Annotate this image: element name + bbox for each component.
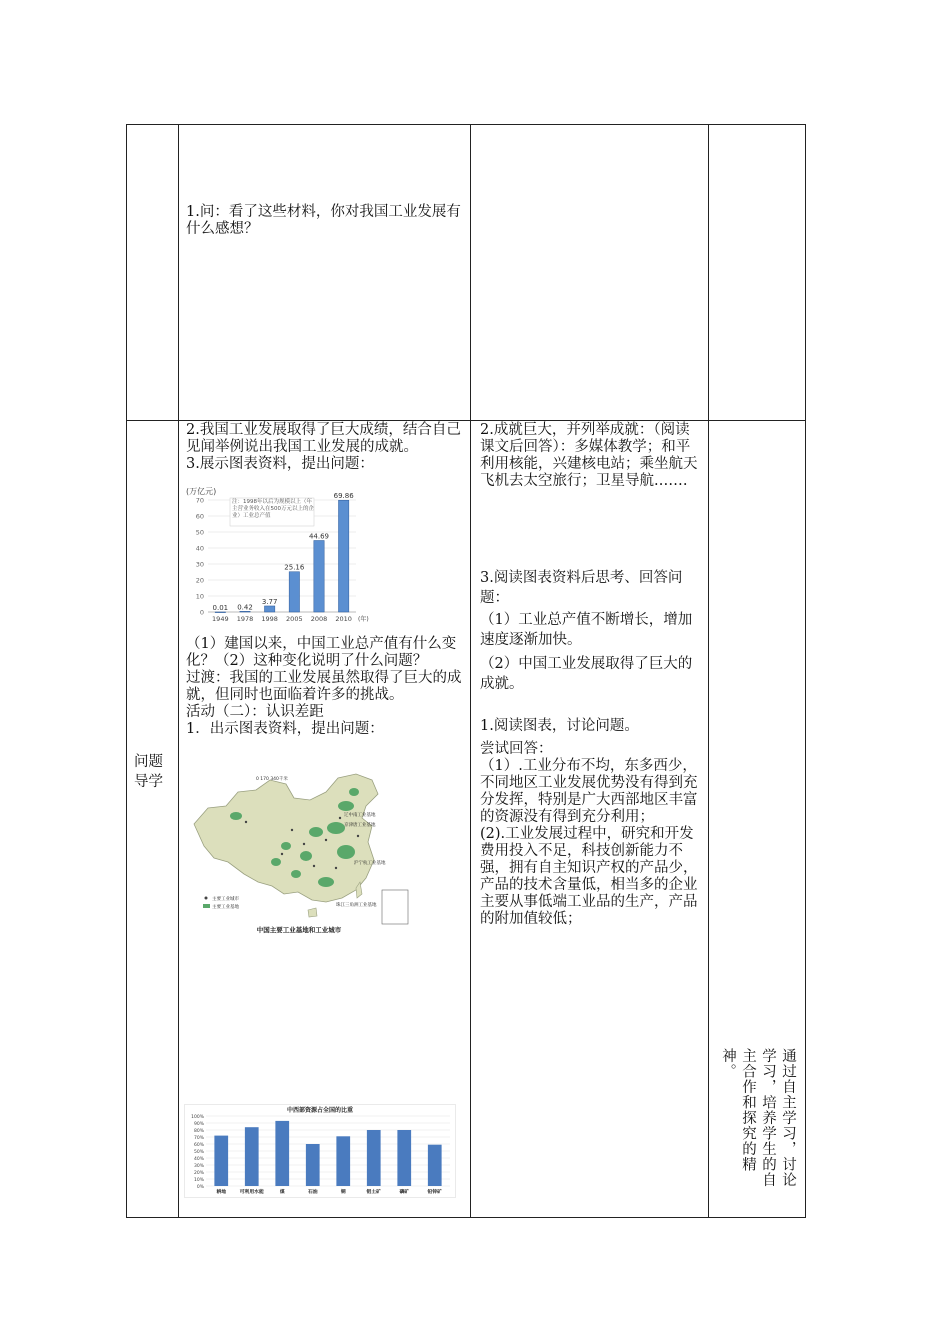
chart2-x-tick: 铅锌矿 (427, 1190, 442, 1195)
legend-city-label: 主要工业城市 (212, 897, 239, 902)
chart1-x-tick: 1949 (212, 615, 229, 623)
chart2-bar (214, 1136, 228, 1186)
chart1-note: 注：1998年以后为规模以上（年主营业务收入在500万元以上的企业）工业总产值 (232, 499, 314, 519)
chart1-y-tick: 50 (195, 528, 204, 537)
student-a5: 1.阅读图表，讨论问题。 (480, 718, 639, 734)
chart2-bar (306, 1144, 320, 1186)
chart1-data-label: 0.01 (212, 603, 229, 612)
teacher-transition: 过渡：我国的工业发展虽然取得了巨大的成就，但同时也面临着许多的挑战。 (186, 670, 462, 703)
chart2-x-tick: 铜 (340, 1190, 346, 1195)
chart2-y-tick: 50% (193, 1149, 204, 1155)
chart2-bar (275, 1121, 289, 1186)
chart2-bar (428, 1145, 442, 1186)
teacher-text-b (186, 636, 466, 738)
chart1-data-label: 0.42 (237, 603, 253, 612)
teacher-question-1 (186, 204, 466, 238)
chart1-y-tick: 0 (199, 608, 204, 617)
chart1-y-tick: 20 (195, 576, 204, 585)
chart1-bar (215, 612, 225, 613)
chart1-bar (338, 500, 348, 612)
chart2-x-tick: 石油 (307, 1190, 318, 1195)
col-divider (178, 124, 179, 1218)
chart1-data-label: 25.16 (284, 563, 305, 572)
chart1-data-label: 3.77 (261, 597, 278, 606)
row-label-text: 问题导学 (134, 754, 163, 790)
chart2-x-tick: 可利用水能 (239, 1190, 264, 1195)
chart1-y-tick: 30 (195, 560, 204, 569)
chart2-title: 中西部资源占全国的比重 (286, 1107, 354, 1114)
chart2-y-tick: 30% (193, 1163, 204, 1169)
map-base-4: 珠江三角洲工业基地 (336, 903, 377, 908)
student-a6: 尝试回答： (480, 741, 553, 757)
col-divider (708, 124, 709, 1218)
student-text-c (480, 718, 704, 928)
map-base-2: 京津唐工业基地 (344, 823, 376, 828)
chart1-x-tick: 2005 (286, 615, 303, 623)
chart2-bar (367, 1130, 381, 1186)
industry-map (186, 770, 412, 938)
student-a7: （1）.工业分布不均，东多西少，不同地区工业发展优势没有得到充分发挥，特别是广大西部地区丰富的资源没有得到充分利用； (480, 758, 698, 825)
chart2-y-tick: 90% (193, 1121, 204, 1127)
student-text-a (480, 422, 704, 490)
teacher-p3: 1．出示图表资料，提出问题： (186, 721, 384, 737)
chart2-bar (336, 1136, 350, 1186)
teacher-p2: 3.展示图表资料，提出问题： (186, 456, 374, 472)
design-intent: 通过自主学习，讨论学习，培养学生的自主合作和探究的精神。 (720, 1048, 796, 1188)
chart2-x-tick: 煤 (279, 1190, 285, 1195)
chart2-x-tick: 磷矿 (399, 1190, 410, 1195)
chart2-y-tick: 10% (193, 1177, 204, 1183)
map-title: 中国主要工业基地和工业城市 (256, 926, 342, 934)
chart2-y-tick: 40% (193, 1156, 204, 1162)
chart1-x-tick: 2008 (310, 615, 328, 623)
chart2-y-tick: 60% (193, 1142, 204, 1148)
teacher-q1: （1）建国以来，中国工业总产值有什么变化？（2）这种变化说明了什么问题？ (186, 636, 457, 669)
chart1-x-suffix: (年) (358, 616, 369, 623)
legend-base-icon (203, 904, 210, 908)
chart2-x-tick: 耕地 (216, 1190, 227, 1195)
chart2-y-tick: 20% (193, 1170, 204, 1176)
chart2-x-tick: 铝土矿 (366, 1190, 381, 1195)
resource-share-chart (184, 1104, 456, 1198)
map-scale: 0 170 340千米 (256, 777, 288, 782)
student-a4: （2）中国工业发展取得了巨大的成就。 (480, 656, 693, 692)
table-border-bottom (126, 1217, 806, 1218)
teacher-text-a (186, 422, 466, 473)
chart2-y-tick: 70% (193, 1135, 204, 1141)
question-text: 1.问：看了这些材料，你对我国工业发展有什么感想？ (186, 204, 461, 237)
chart1-unit: (万亿元) (186, 487, 217, 496)
map-base-1: 辽中南工业基地 (344, 813, 376, 818)
chart2-y-tick: 100% (191, 1114, 204, 1120)
chart1-bar (240, 611, 250, 612)
table-border-top (126, 124, 806, 125)
chart2-bar (397, 1130, 411, 1186)
student-a2: 3.阅读图表资料后思考、回答问题： (480, 570, 683, 606)
chart1-bar (264, 606, 274, 612)
student-text-b (480, 568, 704, 694)
chart1-y-tick: 60 (195, 512, 204, 521)
chart1-bar (314, 540, 324, 612)
map-base-3: 沪宁杭工业基地 (354, 861, 386, 866)
chart2-y-tick: 80% (193, 1128, 204, 1134)
student-a3: （1）工业总产值不断增长，增加速度逐渐加快。 (480, 612, 693, 648)
output-value-chart (184, 484, 369, 634)
chart1-x-tick: 1978 (236, 615, 254, 623)
chart1-data-label: 69.86 (333, 492, 354, 501)
chart1-data-label: 44.69 (308, 532, 330, 541)
teacher-p1: 2.我国工业发展取得了巨大成绩，结合自己见闻举例说出我国工业发展的成就。 (186, 422, 461, 455)
chart1-y-tick: 70 (195, 496, 204, 505)
teacher-activity: 活动（二）：认识差距 (186, 704, 324, 720)
col-divider (805, 124, 806, 1218)
chart1-x-tick: 1998 (261, 615, 278, 623)
legend-city-icon (205, 897, 208, 900)
col-divider (470, 124, 471, 1218)
chart2-bar (245, 1127, 259, 1186)
chart1-y-tick: 10 (195, 592, 204, 601)
chart1-x-tick: 2010 (335, 615, 352, 623)
row-label (134, 752, 174, 792)
legend-base-label: 主要工业基地 (212, 905, 239, 910)
student-a1: 2.成就巨大，并列举成就：（阅读课文后回答）：多媒体教学；和平利用核能，兴建核电站；乘坐航天飞机去太空旅行；卫星导航.…… (480, 422, 698, 489)
col-divider (126, 124, 127, 1218)
chart1-bar (289, 572, 299, 612)
student-a8: (2).工业发展过程中，研究和开发费用投入不足，科技创新能力不强，拥有自主知识产权的产品少，产品的技术含量低，相当多的企业主要从事低端工业品的生产，产品的附加值较低； (480, 826, 698, 927)
row-divider (126, 420, 806, 421)
chart1-y-tick: 40 (195, 544, 204, 553)
chart2-y-tick: 0% (196, 1184, 204, 1190)
